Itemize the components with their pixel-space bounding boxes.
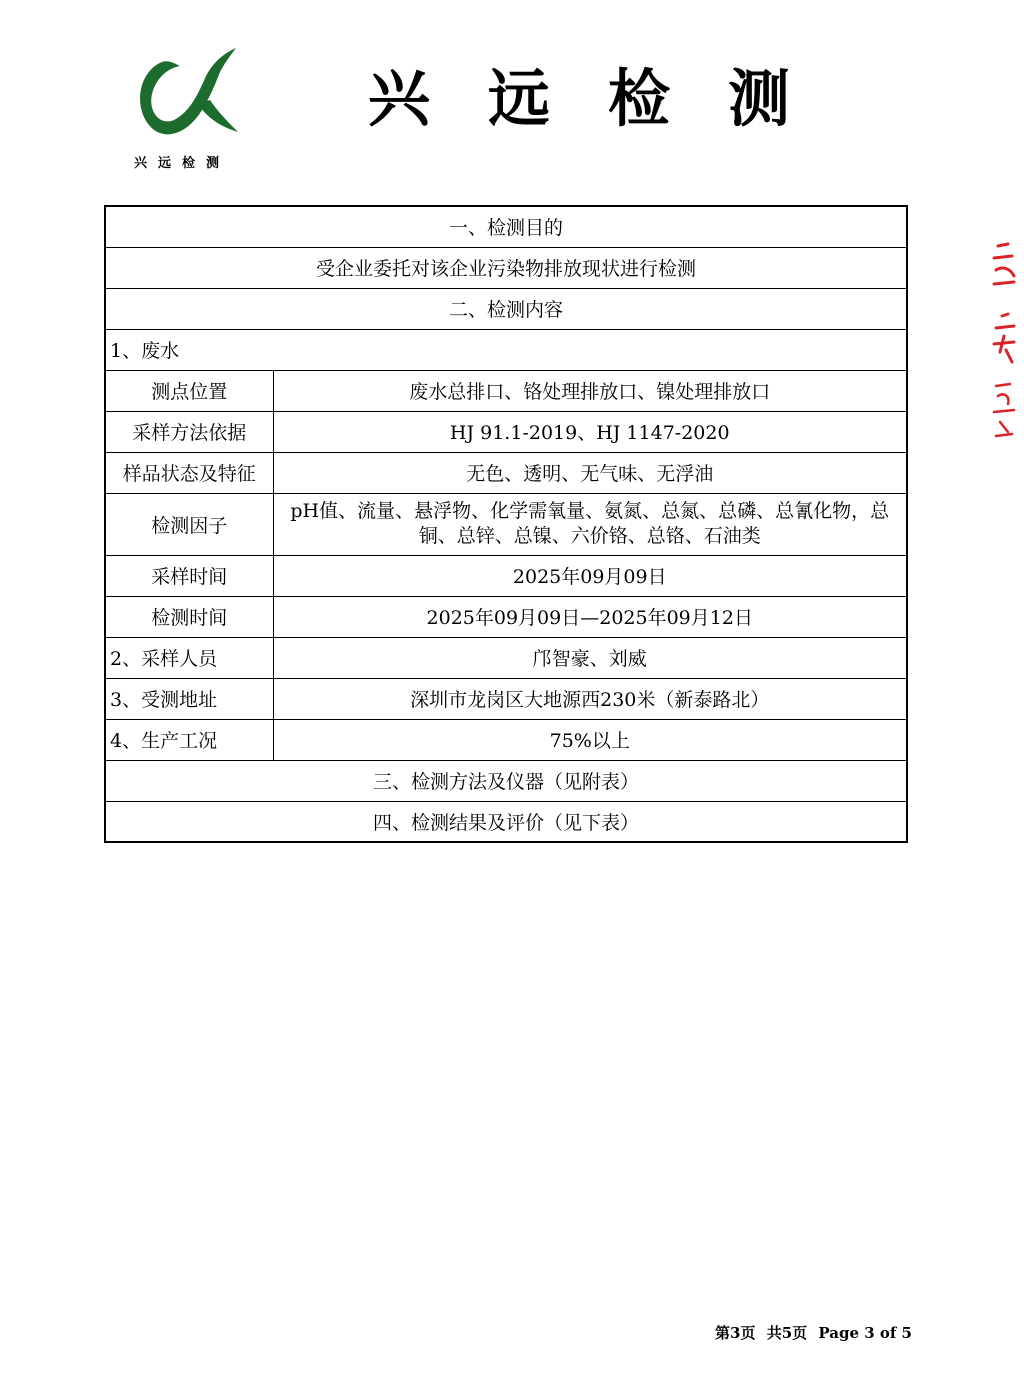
table-row: [105, 452, 907, 493]
row-value: 深圳市龙岗区大地源西230米（新泰路北）: [273, 678, 907, 719]
section-title-methods: 三、检测方法及仪器（见附表）: [105, 760, 907, 801]
page-total-cn: 共5页: [766, 1324, 808, 1342]
section-title-results: 四、检测结果及评价（见下表）: [105, 801, 907, 842]
company-logo-icon: [132, 42, 244, 142]
row-label: 采样时间: [105, 555, 273, 596]
company-title: 兴远检测: [368, 62, 849, 135]
page-footer: [715, 1322, 912, 1343]
logo-caption: 兴远检测: [134, 156, 231, 171]
table-row: [105, 678, 907, 719]
report-header: [0, 0, 1024, 200]
row-value: 75%以上: [273, 719, 907, 760]
row-label: 4、生产工况: [105, 719, 273, 760]
row-value: 废水总排口、铬处理排放口、镍处理排放口: [273, 370, 907, 411]
row-label: 检测因子: [105, 493, 273, 555]
row-value: pH值、流量、悬浮物、化学需氧量、氨氮、总氮、总磷、总氰化物，总铜、总锌、总镍、六价铬、总铬、石油类: [273, 493, 907, 555]
row-value: 无色、透明、无气味、无浮油: [273, 452, 907, 493]
row-label: 样品状态及特征: [105, 452, 273, 493]
section-title-purpose: 一、检测目的: [105, 206, 907, 247]
table-row: [105, 493, 907, 555]
report-table: [104, 205, 908, 843]
section-row: [105, 329, 907, 370]
row-label: 检测时间: [105, 596, 273, 637]
row-label: 3、受测地址: [105, 678, 273, 719]
wastewater-heading: 1、废水: [105, 329, 907, 370]
table-row: [105, 555, 907, 596]
table-row: [105, 637, 907, 678]
page-number-cn: 第3页: [715, 1324, 756, 1342]
row-value: 2025年09月09日: [273, 555, 907, 596]
row-label: 2、采样人员: [105, 637, 273, 678]
section-row: [105, 247, 907, 288]
section-row: [105, 801, 907, 842]
table-row: [105, 411, 907, 452]
row-label: 采样方法依据: [105, 411, 273, 452]
purpose-text: 受企业委托对该企业污染物排放现状进行检测: [105, 247, 907, 288]
row-label: 测点位置: [105, 370, 273, 411]
section-row: [105, 288, 907, 329]
row-value: 2025年09月09日—2025年09月12日: [273, 596, 907, 637]
section-title-content: 二、检测内容: [105, 288, 907, 329]
table-row: [105, 596, 907, 637]
section-row: [105, 760, 907, 801]
row-value: HJ 91.1-2019、HJ 1147-2020: [273, 411, 907, 452]
section-row: [105, 206, 907, 247]
seal-stamp-icon: [984, 236, 1024, 456]
row-value: 邝智豪、刘威: [273, 637, 907, 678]
table-row: [105, 370, 907, 411]
table-row: [105, 719, 907, 760]
page-number-en: Page 3 of 5: [818, 1324, 912, 1342]
